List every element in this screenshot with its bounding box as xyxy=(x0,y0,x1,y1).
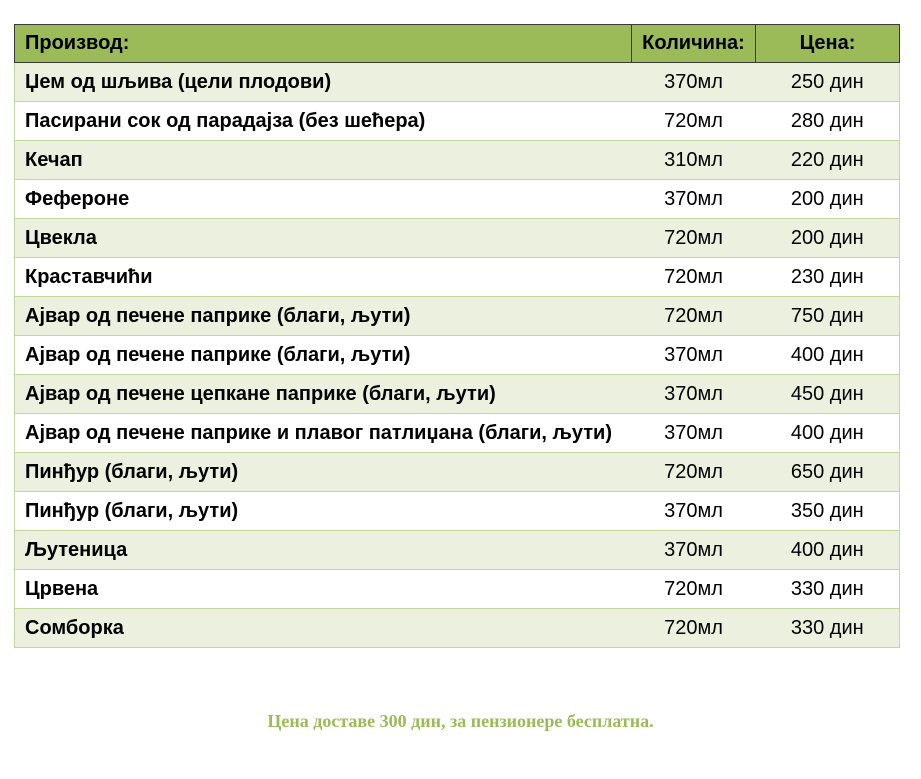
row-quantity: 370мл xyxy=(632,492,756,531)
row-price: 400 дин xyxy=(756,336,900,375)
row-quantity: 720мл xyxy=(632,297,756,336)
table-row xyxy=(15,375,900,414)
price-table xyxy=(14,24,900,648)
delivery-note: Цена доставе 300 дин, за пензионере бесплатна. xyxy=(267,711,654,731)
row-price: 280 дин xyxy=(756,102,900,141)
row-product: Пинђур (благи, љути) xyxy=(15,453,632,492)
row-quantity: 720мл xyxy=(632,102,756,141)
row-product: Ајвар од печене цепкане паприке (благи, љути) xyxy=(15,375,632,414)
header-product: Производ: xyxy=(15,25,632,63)
table-row xyxy=(15,141,900,180)
row-product: Црвена xyxy=(15,570,632,609)
table-row xyxy=(15,297,900,336)
row-price: 400 дин xyxy=(756,414,900,453)
table-row xyxy=(15,492,900,531)
row-quantity: 720мл xyxy=(632,570,756,609)
row-product: Ајвар од печене паприке (благи, љути) xyxy=(15,297,632,336)
row-price: 450 дин xyxy=(756,375,900,414)
row-quantity: 720мл xyxy=(632,258,756,297)
row-quantity: 370мл xyxy=(632,531,756,570)
table-row xyxy=(15,219,900,258)
row-product: Сомборка xyxy=(15,609,632,648)
row-product: Ајвар од печене паприке (благи, љути) xyxy=(15,336,632,375)
row-price: 400 дин xyxy=(756,531,900,570)
row-price: 330 дин xyxy=(756,609,900,648)
table-row xyxy=(15,258,900,297)
row-product: Фефероне xyxy=(15,180,632,219)
row-quantity: 370мл xyxy=(632,63,756,102)
header-quantity: Количина: xyxy=(632,25,756,63)
row-price: 200 дин xyxy=(756,180,900,219)
row-price: 220 дин xyxy=(756,141,900,180)
row-product: Цвекла xyxy=(15,219,632,258)
table-row xyxy=(15,453,900,492)
row-product: Краставчићи xyxy=(15,258,632,297)
row-price: 250 дин xyxy=(756,63,900,102)
row-price: 750 дин xyxy=(756,297,900,336)
row-product: Пасирани сок од парадајза (без шећера) xyxy=(15,102,632,141)
row-product: Ајвар од печене паприке и плавог патлиџана (благи, љути) xyxy=(15,414,632,453)
table-row xyxy=(15,180,900,219)
row-price: 350 дин xyxy=(756,492,900,531)
row-quantity: 720мл xyxy=(632,453,756,492)
header-price: Цена: xyxy=(756,25,900,63)
table-row xyxy=(15,570,900,609)
table-header xyxy=(15,25,900,63)
header-row xyxy=(15,25,900,63)
row-price: 230 дин xyxy=(756,258,900,297)
table-row xyxy=(15,102,900,141)
table-row xyxy=(15,63,900,102)
row-quantity: 370мл xyxy=(632,414,756,453)
table-row xyxy=(15,336,900,375)
row-product: Пинђур (благи, љути) xyxy=(15,492,632,531)
row-product: Љутеница xyxy=(15,531,632,570)
row-quantity: 370мл xyxy=(632,180,756,219)
row-price: 200 дин xyxy=(756,219,900,258)
row-quantity: 720мл xyxy=(632,219,756,258)
row-quantity: 310мл xyxy=(632,141,756,180)
table-body xyxy=(15,63,900,648)
row-product: Џем од шљива (цели плодови) xyxy=(15,63,632,102)
table-row xyxy=(15,609,900,648)
row-quantity: 370мл xyxy=(632,336,756,375)
table-row xyxy=(15,531,900,570)
row-price: 330 дин xyxy=(756,570,900,609)
table-row xyxy=(15,414,900,453)
row-quantity: 370мл xyxy=(632,375,756,414)
row-product: Кечап xyxy=(15,141,632,180)
row-price: 650 дин xyxy=(756,453,900,492)
row-quantity: 720мл xyxy=(632,609,756,648)
